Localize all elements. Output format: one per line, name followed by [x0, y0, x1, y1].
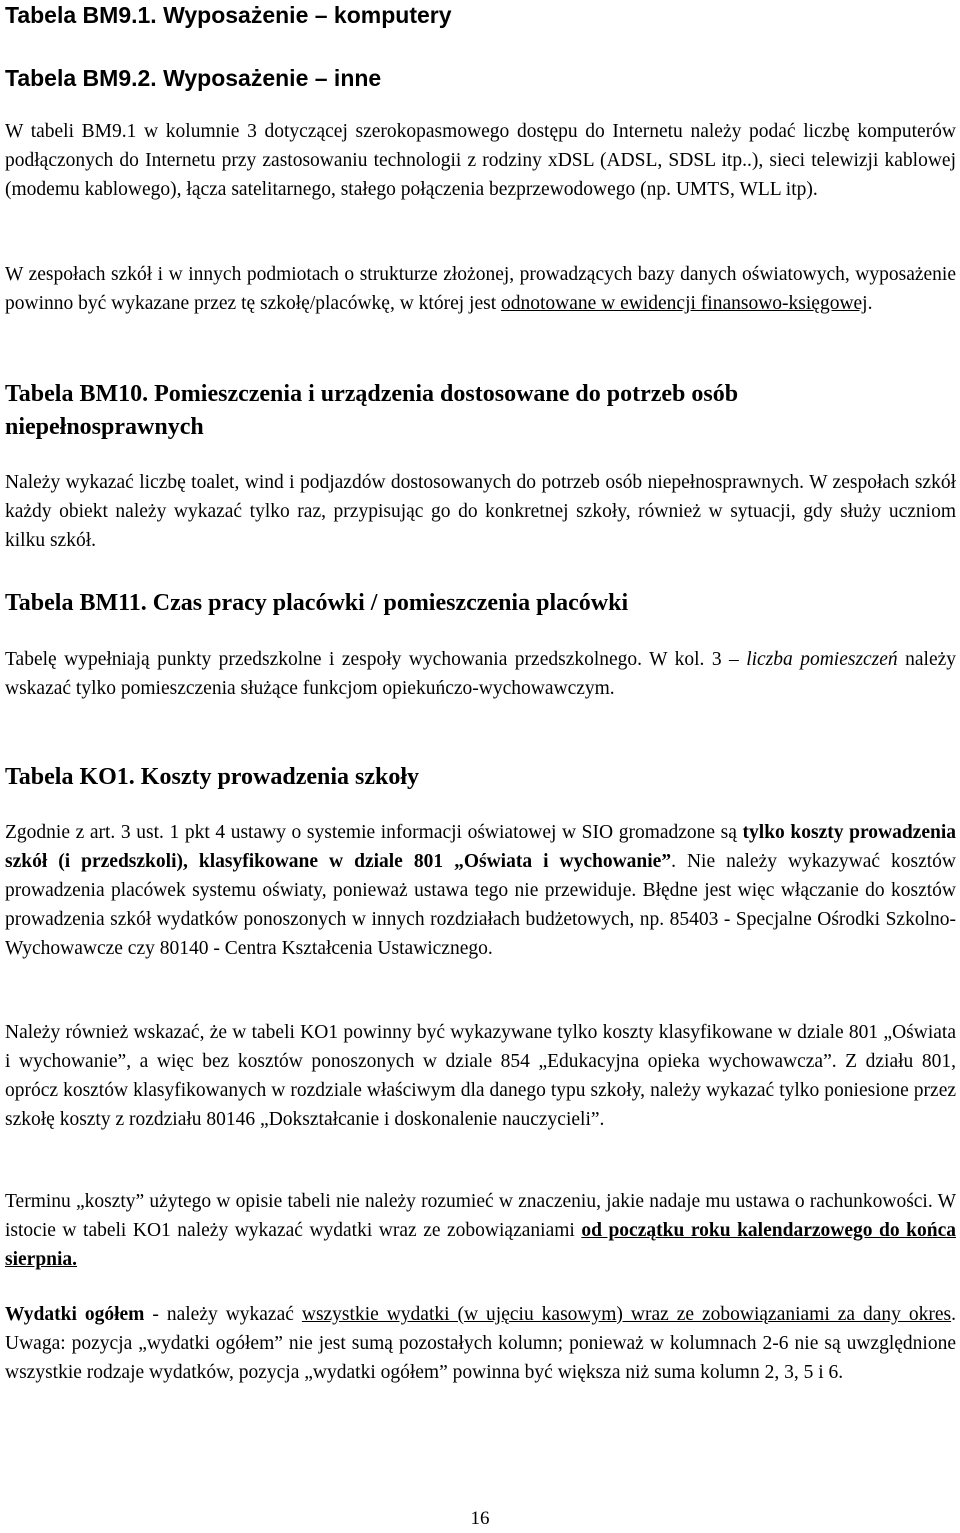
paragraph-bm11-text1: Tabelę wypełniają punkty przedszkolne i zespoły wychowania przedszkolnego. W kol. 3 – [5, 649, 747, 670]
paragraph-ko1-4 [5, 1300, 956, 1387]
paragraph-zespoly-text: W zespołach szkół i w innych podmiotach o strukturze złożonej, prowadzących bazy danych oświatowych, wyposażenie powinno być wykazane przez tę szkołę/placówkę, w której jest [5, 264, 956, 314]
paragraph-ko1-4-bold: Wydatki ogółem [5, 1304, 145, 1325]
heading-bm9-1: Tabela BM9.1. Wyposażenie – komputery [5, 2, 452, 28]
paragraph-bm11 [5, 645, 956, 703]
paragraph-zespoly-end: . [867, 293, 873, 314]
heading-ko1: Tabela KO1. Koszty prowadzenia szkoły [5, 764, 420, 790]
paragraph-ko1-3-text: Terminu „koszty” użytego w opisie tabeli nie należy rozumieć w znaczeniu, jakie nadaje mu ustawa o rachunkowości. W istocie w tabeli KO1 należy wykazać wydatki wraz ze zobowiązaniami [5, 1191, 956, 1241]
paragraph-internet: W tabeli BM9.1 w kolumnie 3 dotyczącej szerokopasmowego dostępu do Internetu należy podać liczbę komputerów podłączonych do Internetu przy zastosowaniu technologii z rodziny xDSL (ADSL, SDSL itp..), sieci telewizji kablowej (modemu kablowego), łącza satelitarnego, stałego połączenia bezprzewodowego (np. UMTS, WLL itp). [5, 121, 956, 200]
paragraph-zespoly-underlined: odnotowane w ewidencji finansowo-księgowej [500, 293, 868, 314]
paragraph-ko1-3 [5, 1187, 956, 1274]
paragraph-ko1-2: Należy również wskazać, że w tabeli KO1 powinny być wykazywane tylko koszty klasyfikowane w dziale 801 „Oświata i wychowanie”, a więc bez kosztów ponoszonych w dziale 854 „Edukacyjna opieka wychowawcza”. Z działu 801, oprócz kosztów klasyfikowanych w rozdziale właściwym dla danego typu szkoły, należy wykazać tylko poniesione przez szkołę koszty z rozdziału 80146 „Dokształcanie i doskonalenie nauczycieli”. [5, 1022, 956, 1130]
heading-bm10-line1: Tabela BM10. Pomieszczenia i urządzenia dostosowane do potrzeb osób [5, 381, 739, 407]
paragraph-bm11-text2: należy wskazać tylko pomieszczenia służące funkcjom opiekuńczo-wychowawczym. [5, 649, 956, 699]
paragraph-ko1-1-bold: tylko koszty prowadzenia szkół (i przedszkoli), klasyfikowane w dziale 801 „Oświata i wychowanie” [5, 822, 956, 872]
paragraph-ko1-4-underlined: wszystkie wydatki (w ujęciu kasowym) wraz ze zobowiązaniami za dany okres [301, 1304, 952, 1325]
paragraph-bm11-italic: liczba pomieszczeń [746, 649, 898, 670]
heading-bm9-2: Tabela BM9.2. Wyposażenie – inne [5, 65, 382, 91]
paragraph-ko1-1 [5, 818, 956, 963]
paragraph-zespoly [5, 260, 956, 318]
paragraph-ko1-4-text1: - należy wykazać [144, 1304, 302, 1325]
paragraph-ko1-3-bold-underlined: od początku roku kalendarzowego do końca sierpnia. [5, 1220, 956, 1270]
paragraph-bm10: Należy wykazać liczbę toalet, wind i podjazdów dostosowanych do potrzeb osób niepełnosprawnych. W zespołach szkół każdy obiekt należy wykazać tylko raz, przypisując go do konkretnej szkoły, również w sytuacji, gdy służy uczniom kilku szkół. [5, 472, 956, 551]
paragraph-ko1-4-text2: . Uwaga: pozycja „wydatki ogółem” nie jest sumą pozostałych kolumn; ponieważ w kolumnach 2-6 nie są uwzględnione wszystkie rodzaje wydatków, pozycja „wydatki ogółem” powinna być większa niż suma kolumn 2, 3, 5 i 6. [5, 1304, 956, 1383]
paragraph-ko1-1-text1: Zgodnie z art. 3 ust. 1 pkt 4 ustawy o systemie informacji oświatowej w SIO gromadzone są [5, 822, 743, 843]
paragraph-ko1-1-text2: . Nie należy wykazywać kosztów prowadzenia placówek systemu oświaty, ponieważ ustawa tego nie przewiduje. Błędne jest więc włączanie do kosztów prowadzenia szkół wydatków ponoszonych w innych rozdziałach budżetowych, np. 85403 - Specjalne Ośrodki Szkolno-Wychowawcze czy 80140 - Centra Kształcenia Ustawicznego. [5, 851, 956, 959]
page-number: 16 [470, 1508, 490, 1529]
heading-bm10-line2: niepełnosprawnych [5, 414, 204, 440]
heading-bm11: Tabela BM11. Czas pracy placówki / pomieszczenia placówki [5, 590, 629, 616]
